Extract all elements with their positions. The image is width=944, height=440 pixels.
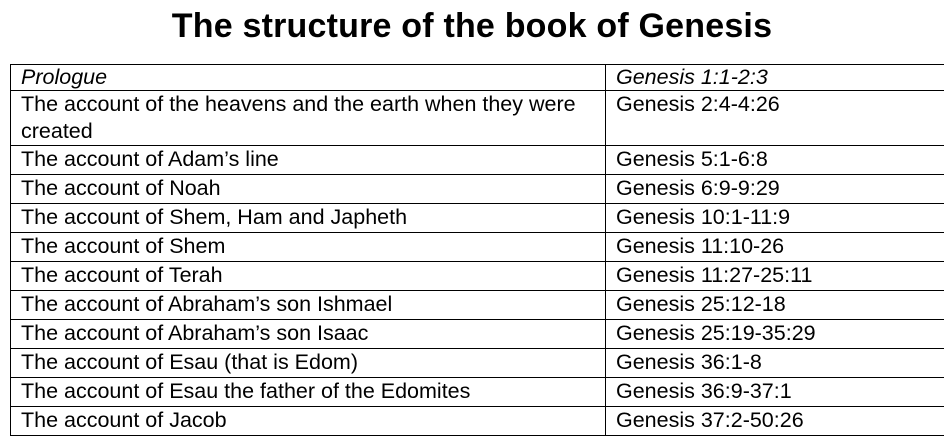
reference-cell: Genesis 25:19-35:29 — [606, 320, 944, 349]
reference-cell: Genesis 11:27-25:11 — [606, 262, 944, 291]
reference-cell: Genesis 25:12-18 — [606, 291, 944, 320]
table-row — [11, 378, 944, 407]
reference-cell: Genesis 2:4-4:26 — [606, 91, 944, 146]
account-cell: The account of Noah — [11, 175, 606, 204]
account-cell: The account of the heavens and the earth when they were created — [11, 91, 606, 146]
table-row — [11, 175, 944, 204]
account-cell: The account of Shem, Ham and Japheth — [11, 204, 606, 233]
table-row — [11, 407, 944, 436]
account-cell: The account of Terah — [11, 262, 606, 291]
account-cell: Prologue — [11, 65, 606, 91]
reference-cell: Genesis 1:1-2:3 — [606, 65, 944, 91]
account-cell: The account of Jacob — [11, 407, 606, 436]
reference-cell: Genesis 36:9-37:1 — [606, 378, 944, 407]
table-row — [11, 146, 944, 175]
account-cell: The account of Esau (that is Edom) — [11, 349, 606, 378]
account-cell: The account of Adam’s line — [11, 146, 606, 175]
account-cell: The account of Esau the father of the Edomites — [11, 378, 606, 407]
reference-cell: Genesis 6:9-9:29 — [606, 175, 944, 204]
reference-cell: Genesis 5:1-6:8 — [606, 146, 944, 175]
table-row-prologue — [11, 65, 944, 91]
table-row — [11, 320, 944, 349]
table-row — [11, 262, 944, 291]
page-title: The structure of the book of Genesis — [171, 7, 773, 45]
account-cell: The account of Abraham’s son Ishmael — [11, 291, 606, 320]
reference-cell: Genesis 37:2-50:26 — [606, 407, 944, 436]
reference-cell: Genesis 10:1-11:9 — [606, 204, 944, 233]
reference-cell: Genesis 36:1-8 — [606, 349, 944, 378]
genesis-structure-table — [10, 64, 944, 436]
account-cell: The account of Shem — [11, 233, 606, 262]
table-row — [11, 233, 944, 262]
table-row — [11, 91, 944, 146]
table-row — [11, 291, 944, 320]
table-row — [11, 349, 944, 378]
table-row — [11, 204, 944, 233]
reference-cell: Genesis 11:10-26 — [606, 233, 944, 262]
account-cell: The account of Abraham’s son Isaac — [11, 320, 606, 349]
